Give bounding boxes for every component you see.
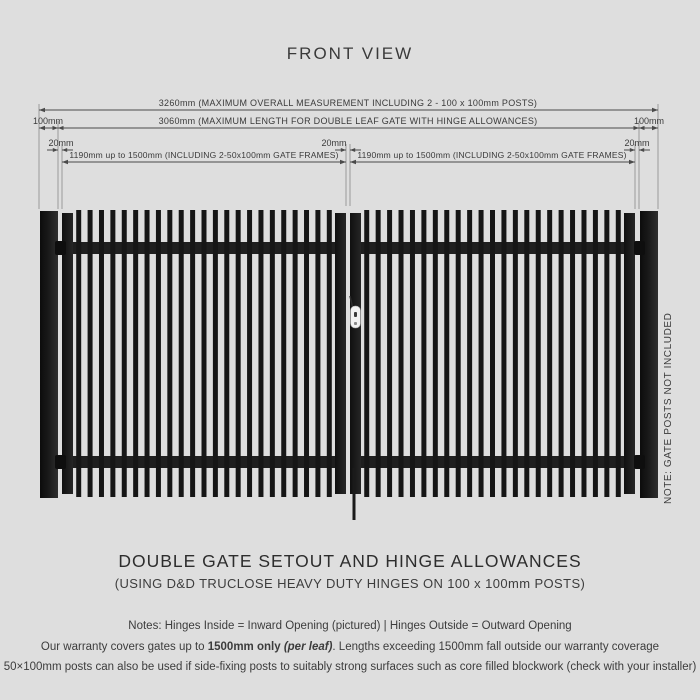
gate-slats-left-leaf [76, 210, 332, 497]
gate-slat [213, 210, 218, 497]
gate-slat [421, 210, 426, 497]
dim-post-left-label: 100mm [32, 116, 64, 126]
gate-slat [490, 210, 495, 497]
gate-slat [524, 210, 529, 497]
gate-slat [133, 210, 138, 497]
front-view-title: FRONT VIEW [286, 44, 414, 63]
gate-slat [399, 210, 404, 497]
gate-slat [456, 210, 461, 497]
dim-leaf-right-label: 1190mm up to 1500mm (INCLUDING 2-50x100mm GATE FRAMES) [357, 150, 627, 160]
gate-slat [513, 210, 518, 497]
gate-slat [179, 210, 184, 497]
gate-slat [387, 210, 392, 497]
gate-slat [467, 210, 472, 497]
footer-note-posts: 50×100mm posts can also be used if side-fixing posts to suitably strong surfaces such as core filled blockwork (check with your installer) [3, 661, 697, 673]
warranty-bold: 1500mm only [207, 641, 284, 653]
gate-slat [76, 210, 81, 497]
drop-bolt-icon [353, 468, 356, 520]
gate-slat [410, 210, 415, 497]
gate-slat [444, 210, 449, 497]
dim-overall-label: 3260mm (MAXIMUM OVERALL MEASUREMENT INCLUDING 2 - 100 x 100mm POSTS) [158, 98, 538, 108]
gate-slat [315, 210, 320, 497]
gate-slat [616, 210, 621, 497]
warranty-prefix: Our warranty covers gates up to [40, 641, 208, 653]
gate-slat [258, 210, 263, 497]
gate-drawing [40, 210, 658, 520]
gate-slat [88, 210, 93, 497]
gate-slat [604, 210, 609, 497]
gate-slat [433, 210, 438, 497]
gate-slats-right-leaf [364, 210, 621, 497]
gate-slat [327, 210, 332, 497]
hinge-top-right-icon [634, 241, 645, 255]
gate-slat [122, 210, 127, 497]
dim-gap-right-label: 20mm [624, 138, 650, 148]
dim-gap-left-label: 20mm [48, 138, 74, 148]
gate-slat [270, 210, 275, 497]
warranty-suffix: . Lengths exceeding 1500mm fall outside our warranty coverage [332, 641, 660, 653]
footer-heading: DOUBLE GATE SETOUT AND HINGE ALLOWANCES [118, 551, 582, 571]
gate-slat [536, 210, 541, 497]
dim-gap-center-label: 20mm [321, 138, 347, 148]
gate-slat [364, 210, 369, 497]
gate-slat [376, 210, 381, 497]
footer-note-hinges: Notes: Hinges Inside = Inward Opening (pictured) | Hinges Outside = Outward Opening [128, 620, 572, 632]
warranty-bold-italic: (per leaf) [283, 641, 333, 653]
gate-slat [479, 210, 484, 497]
hinge-bottom-left-icon [55, 455, 66, 469]
gate-slat [593, 210, 598, 497]
gate-slat [501, 210, 506, 497]
gate-slat [281, 210, 286, 497]
note-gate-posts: NOTE: GATE POSTS NOT INCLUDED [663, 312, 674, 504]
gate-slat [293, 210, 298, 497]
gate-slat [145, 210, 150, 497]
gate-slat [247, 210, 252, 497]
gate-slat [110, 210, 115, 497]
gate-slat [559, 210, 564, 497]
gate-slat [190, 210, 195, 497]
hinge-top-left-icon [55, 241, 66, 255]
gate-slat [99, 210, 104, 497]
gate-slat [547, 210, 552, 497]
footer-subheading: (USING D&D TRUCLOSE HEAVY DUTY HINGES ON 100 x 100mm POSTS) [114, 576, 586, 591]
gate-slat [167, 210, 172, 497]
gate-slat [224, 210, 229, 497]
gate-slat [581, 210, 586, 497]
gate-slat [156, 210, 161, 497]
gate-slat [236, 210, 241, 497]
hinge-bottom-right-icon [634, 455, 645, 469]
footer-note-warranty [0, 641, 700, 653]
dim-post-right-label: 100mm [633, 116, 665, 126]
gate-slat [570, 210, 575, 497]
gate-slat [304, 210, 309, 497]
dim-double-leaf-label: 3060mm (MAXIMUM LENGTH FOR DOUBLE LEAF GATE WITH HINGE ALLOWANCES) [158, 116, 538, 126]
gate-slat [202, 210, 207, 497]
dim-leaf-left-label: 1190mm up to 1500mm (INCLUDING 2-50x100mm GATE FRAMES) [69, 150, 339, 160]
